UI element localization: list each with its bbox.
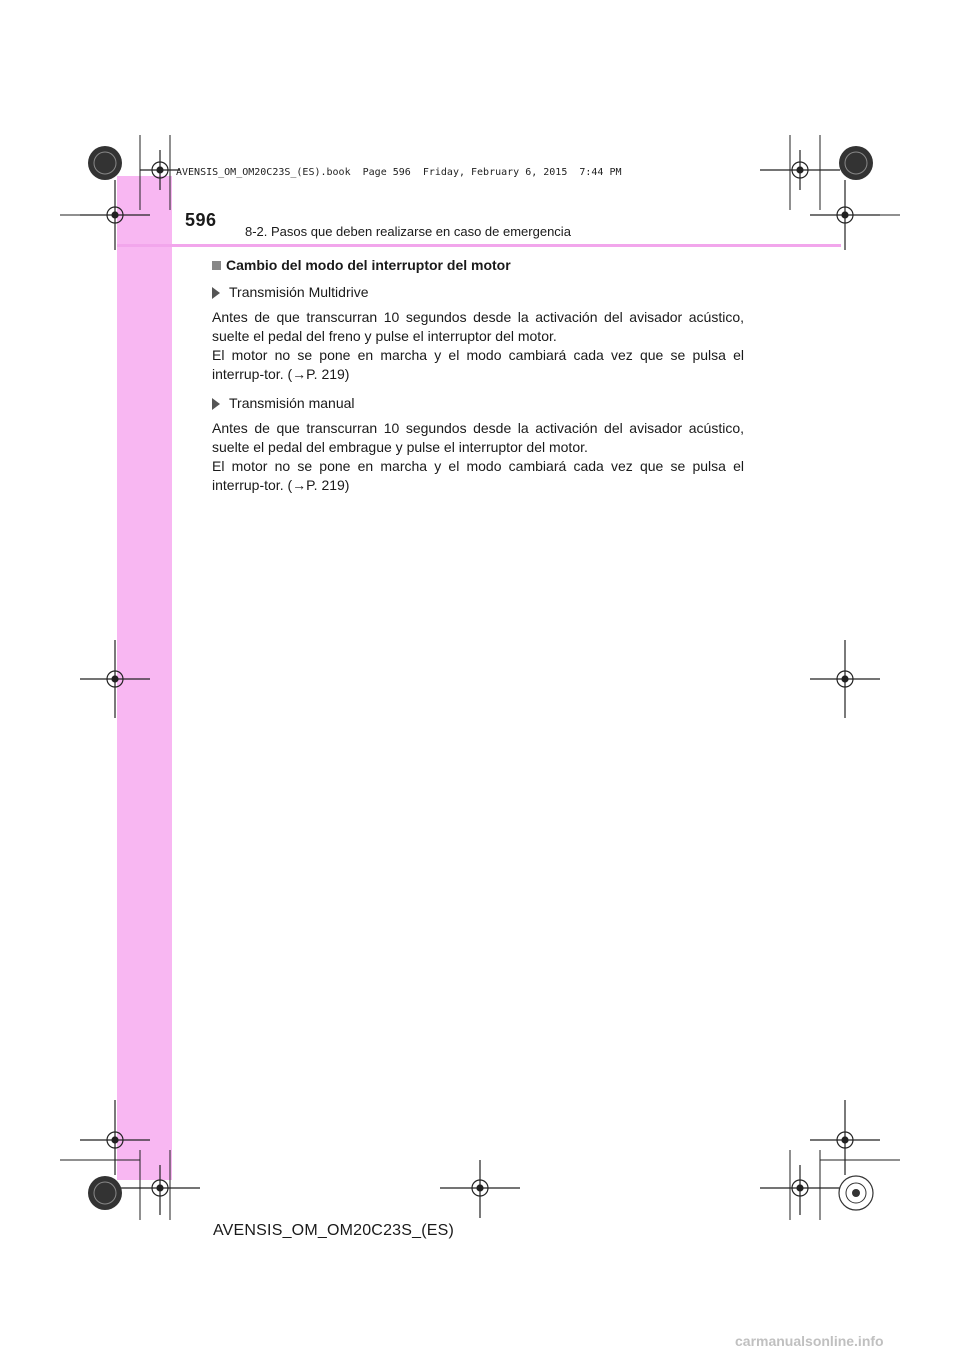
crosshair-icon xyxy=(140,150,180,190)
subsection-title: Transmisión Multidrive xyxy=(229,284,369,300)
paragraph-text: Antes de que transcurran 10 segundos desde la activación del avisador acústico, suelte el pedal del freno y pulse el interruptor del motor. xyxy=(212,309,744,344)
paragraph-text: Antes de que transcurran 10 segundos desde la activación del avisador acústico, suelte el pedal del embrague y pulse el interruptor del motor. xyxy=(212,420,744,455)
section-title: 8-2. Pasos que deben realizarse en caso de emergencia xyxy=(245,224,571,239)
crosshair-icon xyxy=(760,150,840,190)
paragraph-text: El motor no se pone en marcha y el modo cambiará cada vez que se pulsa el interrup-tor. (→P. 219) xyxy=(212,347,744,382)
subsection-title: Transmisión manual xyxy=(229,395,355,411)
crosshair-icon xyxy=(440,1160,520,1218)
crosshair-icon xyxy=(810,640,880,718)
book-stamp: AVENSIS_OM_OM20C23S_(ES).book Page 596 Friday, February 6, 2015 7:44 PM xyxy=(176,167,622,178)
footer-code: AVENSIS_OM_OM20C23S_(ES) xyxy=(213,1222,455,1239)
watermark: carmanualsonline.info xyxy=(735,1333,884,1349)
starburst-icon xyxy=(88,146,873,1210)
crosshair-icon xyxy=(120,1165,200,1215)
crosshair-icon xyxy=(760,1165,840,1215)
crosshair-icon xyxy=(80,640,150,718)
section-heading-text: Cambio del modo del interruptor del motor xyxy=(226,257,511,273)
paragraph-text: El motor no se pone en marcha y el modo cambiará cada vez que se pulsa el interrup-tor. (→P. 219) xyxy=(212,458,744,493)
page-number: 596 xyxy=(185,210,217,230)
